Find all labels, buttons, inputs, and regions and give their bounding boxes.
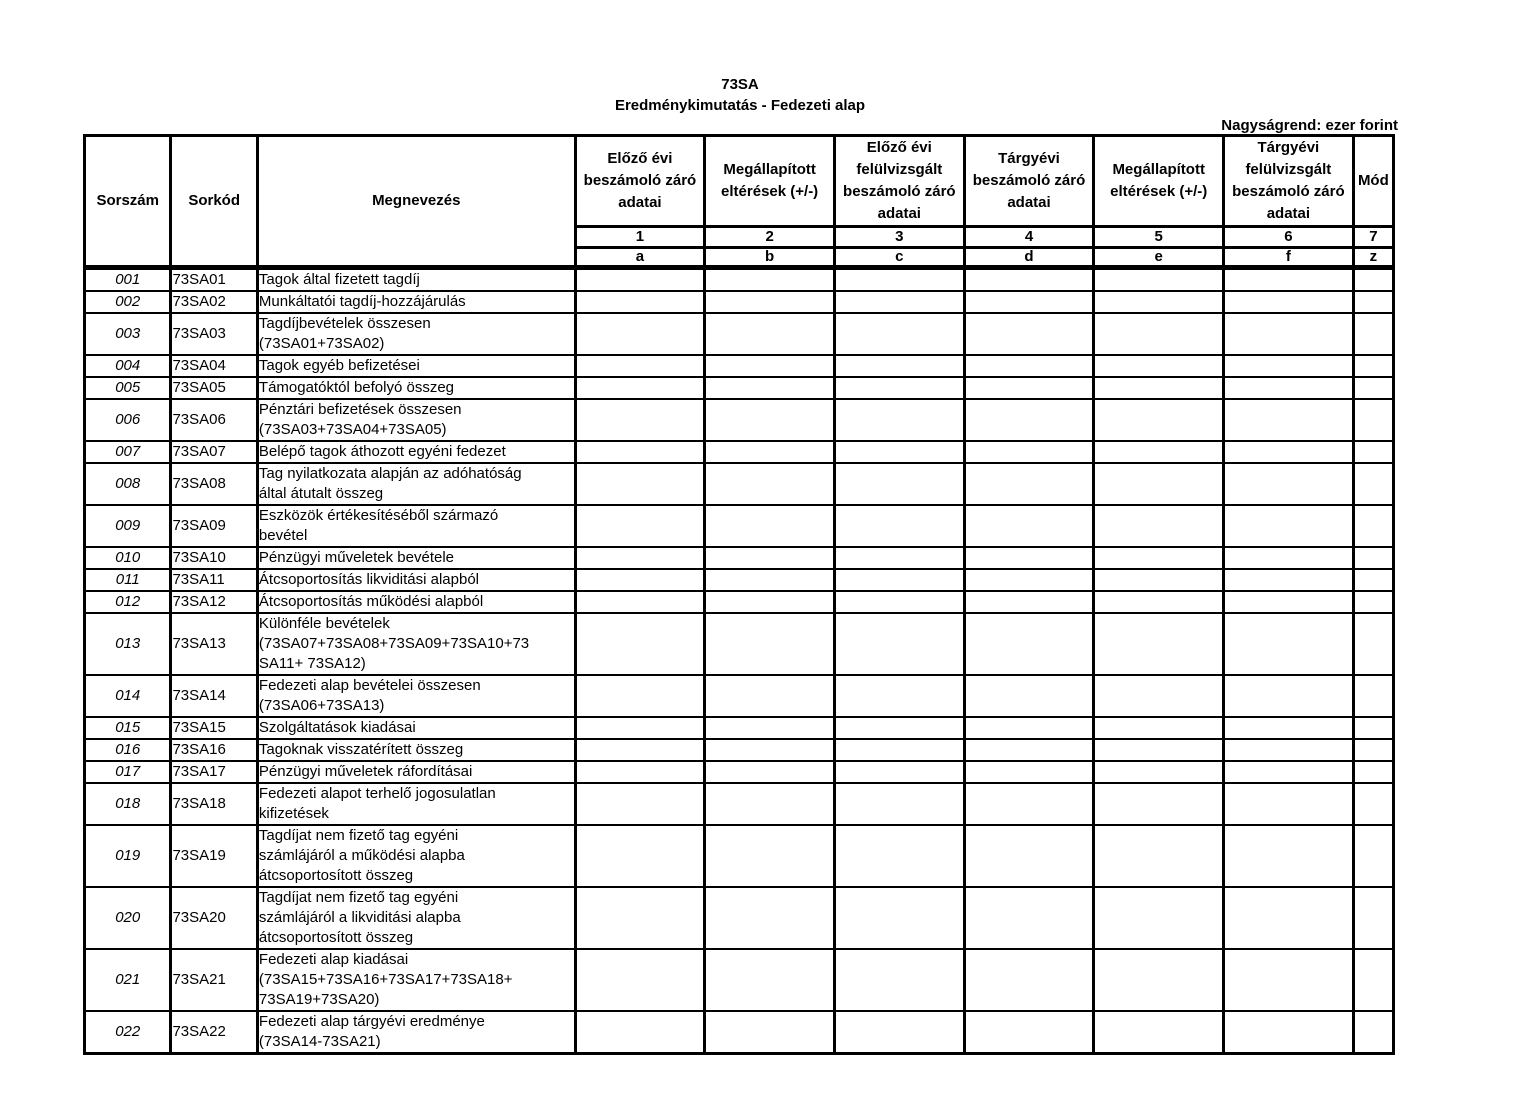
col-letter-b: b — [705, 248, 835, 268]
row-code: 73SA21 — [171, 949, 257, 1011]
value-cell-c[interactable] — [834, 569, 964, 591]
row-number: 005 — [85, 377, 171, 399]
row-number: 018 — [85, 783, 171, 825]
row-number: 003 — [85, 313, 171, 355]
row-code: 73SA14 — [171, 675, 257, 717]
value-cell-d[interactable] — [964, 441, 1094, 463]
value-cell-a[interactable] — [575, 675, 705, 717]
value-cell-d[interactable] — [964, 783, 1094, 825]
row-code: 73SA15 — [171, 717, 257, 739]
col-header-f: Tárgyévi felülvizsgált beszámoló záró adatai — [1224, 136, 1354, 227]
value-cell-f[interactable] — [1224, 887, 1354, 949]
table-row — [85, 591, 1394, 613]
value-cell-z[interactable] — [1353, 313, 1393, 355]
col-header-d: Tárgyévi beszámoló záró adatai — [964, 136, 1094, 227]
value-cell-b[interactable] — [705, 463, 835, 505]
value-cell-z[interactable] — [1353, 825, 1393, 887]
row-name: Tagdíjat nem fizető tag egyéni számlájáról a likviditási alapba átcsoportosított összeg — [257, 887, 575, 949]
value-cell-e[interactable] — [1094, 887, 1224, 949]
value-cell-z[interactable] — [1353, 441, 1393, 463]
value-cell-a[interactable] — [575, 463, 705, 505]
table-row — [85, 313, 1394, 355]
value-cell-b[interactable] — [705, 313, 835, 355]
table-row — [85, 613, 1394, 675]
row-name: Fedezeti alap bevételei összesen (73SA06+73SA13) — [257, 675, 575, 717]
value-cell-a[interactable] — [575, 887, 705, 949]
row-name: Átcsoportosítás működési alapból — [257, 591, 575, 613]
value-cell-b[interactable] — [705, 613, 835, 675]
value-cell-f[interactable] — [1224, 569, 1354, 591]
value-cell-b[interactable] — [705, 441, 835, 463]
value-cell-e[interactable] — [1094, 547, 1224, 569]
value-cell-f[interactable] — [1224, 377, 1354, 399]
value-cell-z[interactable] — [1353, 377, 1393, 399]
row-code: 73SA03 — [171, 313, 257, 355]
col-header-sorkod: Sorkód — [171, 136, 257, 268]
row-name: Fedezeti alapot terhelő jogosulatlan kifizetések — [257, 783, 575, 825]
value-cell-c[interactable] — [834, 377, 964, 399]
value-cell-e[interactable] — [1094, 783, 1224, 825]
value-cell-c[interactable] — [834, 613, 964, 675]
value-cell-c[interactable] — [834, 675, 964, 717]
value-cell-f[interactable] — [1224, 355, 1354, 377]
table-row — [85, 377, 1394, 399]
value-cell-f[interactable] — [1224, 783, 1354, 825]
row-number: 013 — [85, 613, 171, 675]
col-number-2: 2 — [705, 227, 835, 248]
col-letter-e: e — [1094, 248, 1224, 268]
col-number-6: 6 — [1224, 227, 1354, 248]
value-cell-a[interactable] — [575, 783, 705, 825]
row-name: Különféle bevételek (73SA07+73SA08+73SA09+73SA10+73 SA11+ 73SA12) — [257, 613, 575, 675]
row-name: Pénztári befizetések összesen (73SA03+73SA04+73SA05) — [257, 399, 575, 441]
table-row — [85, 949, 1394, 1011]
row-code: 73SA22 — [171, 1011, 257, 1054]
row-name: Tagoknak visszatérített összeg — [257, 739, 575, 761]
table-row — [85, 547, 1394, 569]
row-number: 002 — [85, 291, 171, 313]
value-cell-c[interactable] — [834, 268, 964, 292]
value-cell-a[interactable] — [575, 739, 705, 761]
table-row — [85, 717, 1394, 739]
value-cell-e[interactable] — [1094, 1011, 1224, 1054]
col-header-megnevezes: Megnevezés — [257, 136, 575, 268]
value-cell-a[interactable] — [575, 313, 705, 355]
row-code: 73SA05 — [171, 377, 257, 399]
value-cell-z[interactable] — [1353, 949, 1393, 1011]
row-code: 73SA18 — [171, 783, 257, 825]
value-cell-e[interactable] — [1094, 313, 1224, 355]
row-number: 017 — [85, 761, 171, 783]
col-header-mod: Mód — [1353, 136, 1393, 227]
value-cell-d[interactable] — [964, 268, 1094, 292]
col-letter-a: a — [575, 248, 705, 268]
value-cell-b[interactable] — [705, 355, 835, 377]
table-row — [85, 887, 1394, 949]
value-cell-a[interactable] — [575, 949, 705, 1011]
value-cell-b[interactable] — [705, 887, 835, 949]
row-name: Pénzügyi műveletek ráfordításai — [257, 761, 575, 783]
row-number: 022 — [85, 1011, 171, 1054]
value-cell-z[interactable] — [1353, 399, 1393, 441]
value-cell-e[interactable] — [1094, 377, 1224, 399]
value-cell-d[interactable] — [964, 887, 1094, 949]
value-cell-c[interactable] — [834, 505, 964, 547]
value-cell-f[interactable] — [1224, 547, 1354, 569]
row-code: 73SA11 — [171, 569, 257, 591]
value-cell-e[interactable] — [1094, 441, 1224, 463]
value-cell-b[interactable] — [705, 591, 835, 613]
col-header-a: Előző évi beszámoló záró adatai — [575, 136, 705, 227]
value-cell-b[interactable] — [705, 1011, 835, 1054]
table-row — [85, 441, 1394, 463]
row-code: 73SA16 — [171, 739, 257, 761]
value-cell-d[interactable] — [964, 591, 1094, 613]
value-cell-a[interactable] — [575, 569, 705, 591]
table-row — [85, 291, 1394, 313]
value-cell-b[interactable] — [705, 569, 835, 591]
value-cell-z[interactable] — [1353, 1011, 1393, 1054]
value-cell-a[interactable] — [575, 547, 705, 569]
value-cell-f[interactable] — [1224, 739, 1354, 761]
row-number: 012 — [85, 591, 171, 613]
value-cell-b[interactable] — [705, 505, 835, 547]
value-cell-e[interactable] — [1094, 761, 1224, 783]
value-cell-c[interactable] — [834, 717, 964, 739]
value-cell-d[interactable] — [964, 355, 1094, 377]
table-row — [85, 761, 1394, 783]
row-name: Fedezeti alap kiadásai (73SA15+73SA16+73SA17+73SA18+ 73SA19+73SA20) — [257, 949, 575, 1011]
value-cell-c[interactable] — [834, 591, 964, 613]
row-number: 006 — [85, 399, 171, 441]
row-code: 73SA02 — [171, 291, 257, 313]
row-name: Tagok által fizetett tagdíj — [257, 268, 575, 292]
col-number-1: 1 — [575, 227, 705, 248]
table-row — [85, 505, 1394, 547]
table-row — [85, 268, 1394, 292]
row-name: Fedezeti alap tárgyévi eredménye (73SA14-73SA21) — [257, 1011, 575, 1054]
value-cell-c[interactable] — [834, 739, 964, 761]
row-name: Eszközök értékesítéséből származó bevétel — [257, 505, 575, 547]
row-name: Tagdíjat nem fizető tag egyéni számlájáról a működési alapba átcsoportosított összeg — [257, 825, 575, 887]
value-cell-a[interactable] — [575, 761, 705, 783]
row-code: 73SA20 — [171, 887, 257, 949]
value-cell-d[interactable] — [964, 291, 1094, 313]
value-cell-e[interactable] — [1094, 399, 1224, 441]
col-letter-f: f — [1224, 248, 1354, 268]
value-cell-a[interactable] — [575, 441, 705, 463]
col-number-3: 3 — [834, 227, 964, 248]
table-body — [85, 268, 1394, 1054]
value-cell-z[interactable] — [1353, 463, 1393, 505]
value-cell-d[interactable] — [964, 717, 1094, 739]
row-name: Tagdíjbevételek összesen (73SA01+73SA02) — [257, 313, 575, 355]
row-code: 73SA12 — [171, 591, 257, 613]
value-cell-e[interactable] — [1094, 717, 1224, 739]
value-cell-f[interactable] — [1224, 825, 1354, 887]
col-header-e: Megállapított eltérések (+/-) — [1094, 136, 1224, 227]
value-cell-e[interactable] — [1094, 825, 1224, 887]
value-cell-f[interactable] — [1224, 613, 1354, 675]
value-cell-z[interactable] — [1353, 717, 1393, 739]
value-cell-e[interactable] — [1094, 505, 1224, 547]
value-cell-f[interactable] — [1224, 1011, 1354, 1054]
form-title: Eredménykimutatás - Fedezeti alap — [614, 97, 866, 114]
table-row — [85, 783, 1394, 825]
row-number: 001 — [85, 268, 171, 292]
value-cell-e[interactable] — [1094, 591, 1224, 613]
table-row — [85, 355, 1394, 377]
row-code: 73SA01 — [171, 268, 257, 292]
value-cell-f[interactable] — [1224, 313, 1354, 355]
value-cell-c[interactable] — [834, 313, 964, 355]
value-cell-z[interactable] — [1353, 291, 1393, 313]
row-name: Átcsoportosítás likviditási alapból — [257, 569, 575, 591]
row-number: 007 — [85, 441, 171, 463]
value-cell-c[interactable] — [834, 547, 964, 569]
row-number: 011 — [85, 569, 171, 591]
value-cell-d[interactable] — [964, 949, 1094, 1011]
row-number: 019 — [85, 825, 171, 887]
row-name: Belépő tagok áthozott egyéni fedezet — [257, 441, 575, 463]
row-code: 73SA09 — [171, 505, 257, 547]
row-code: 73SA10 — [171, 547, 257, 569]
row-number: 015 — [85, 717, 171, 739]
value-cell-z[interactable] — [1353, 739, 1393, 761]
value-cell-e[interactable] — [1094, 569, 1224, 591]
value-cell-f[interactable] — [1224, 717, 1354, 739]
value-cell-c[interactable] — [834, 1011, 964, 1054]
value-cell-d[interactable] — [964, 1011, 1094, 1054]
value-cell-b[interactable] — [705, 739, 835, 761]
value-cell-f[interactable] — [1224, 675, 1354, 717]
value-cell-a[interactable] — [575, 268, 705, 292]
value-cell-c[interactable] — [834, 441, 964, 463]
row-name: Munkáltatói tagdíj-hozzájárulás — [257, 291, 575, 313]
value-cell-c[interactable] — [834, 949, 964, 1011]
value-cell-e[interactable] — [1094, 739, 1224, 761]
value-cell-f[interactable] — [1224, 291, 1354, 313]
value-cell-d[interactable] — [964, 377, 1094, 399]
value-cell-f[interactable] — [1224, 399, 1354, 441]
value-cell-e[interactable] — [1094, 355, 1224, 377]
value-cell-z[interactable] — [1353, 783, 1393, 825]
row-code: 73SA19 — [171, 825, 257, 887]
value-cell-b[interactable] — [705, 377, 835, 399]
row-name: Pénzügyi műveletek bevétele — [257, 547, 575, 569]
row-number: 008 — [85, 463, 171, 505]
value-cell-d[interactable] — [964, 547, 1094, 569]
value-cell-f[interactable] — [1224, 505, 1354, 547]
value-cell-d[interactable] — [964, 739, 1094, 761]
value-cell-a[interactable] — [575, 717, 705, 739]
value-cell-c[interactable] — [834, 355, 964, 377]
value-cell-z[interactable] — [1353, 505, 1393, 547]
value-cell-z[interactable] — [1353, 675, 1393, 717]
row-number: 016 — [85, 739, 171, 761]
value-cell-b[interactable] — [705, 825, 835, 887]
value-cell-b[interactable] — [705, 949, 835, 1011]
row-code: 73SA13 — [171, 613, 257, 675]
row-code: 73SA17 — [171, 761, 257, 783]
col-number-4: 4 — [964, 227, 1094, 248]
value-cell-z[interactable] — [1353, 613, 1393, 675]
value-cell-a[interactable] — [575, 377, 705, 399]
col-letter-d: d — [964, 248, 1094, 268]
value-cell-z[interactable] — [1353, 268, 1393, 292]
table-row — [85, 739, 1394, 761]
table-row — [85, 1011, 1394, 1054]
value-cell-a[interactable] — [575, 825, 705, 887]
value-cell-d[interactable] — [964, 761, 1094, 783]
row-code: 73SA07 — [171, 441, 257, 463]
value-cell-f[interactable] — [1224, 463, 1354, 505]
row-number: 004 — [85, 355, 171, 377]
value-cell-a[interactable] — [575, 505, 705, 547]
value-cell-z[interactable] — [1353, 547, 1393, 569]
value-cell-e[interactable] — [1094, 613, 1224, 675]
table-row — [85, 399, 1394, 441]
value-cell-c[interactable] — [834, 399, 964, 441]
value-cell-d[interactable] — [964, 313, 1094, 355]
row-code: 73SA06 — [171, 399, 257, 441]
value-cell-z[interactable] — [1353, 355, 1393, 377]
value-cell-f[interactable] — [1224, 268, 1354, 292]
unit-label: Nagyságrend: ezer forint — [1221, 117, 1398, 134]
value-cell-d[interactable] — [964, 613, 1094, 675]
value-cell-f[interactable] — [1224, 761, 1354, 783]
value-cell-c[interactable] — [834, 463, 964, 505]
value-cell-e[interactable] — [1094, 949, 1224, 1011]
value-cell-b[interactable] — [705, 547, 835, 569]
value-cell-z[interactable] — [1353, 591, 1393, 613]
row-number: 020 — [85, 887, 171, 949]
income-statement-table — [83, 134, 1395, 1055]
col-header-sorszam: Sorszám — [85, 136, 171, 268]
row-code: 73SA08 — [171, 463, 257, 505]
col-header-b: Megállapított eltérések (+/-) — [705, 136, 835, 227]
col-letter-z: z — [1353, 248, 1393, 268]
value-cell-d[interactable] — [964, 505, 1094, 547]
table-row — [85, 825, 1394, 887]
value-cell-d[interactable] — [964, 569, 1094, 591]
value-cell-e[interactable] — [1094, 268, 1224, 292]
row-number: 009 — [85, 505, 171, 547]
row-name: Támogatóktól befolyó összeg — [257, 377, 575, 399]
table-row — [85, 463, 1394, 505]
value-cell-f[interactable] — [1224, 591, 1354, 613]
row-number: 014 — [85, 675, 171, 717]
table-row — [85, 675, 1394, 717]
row-name: Szolgáltatások kiadásai — [257, 717, 575, 739]
col-letter-c: c — [834, 248, 964, 268]
value-cell-a[interactable] — [575, 399, 705, 441]
value-cell-b[interactable] — [705, 399, 835, 441]
value-cell-z[interactable] — [1353, 761, 1393, 783]
value-cell-b[interactable] — [705, 675, 835, 717]
value-cell-d[interactable] — [964, 463, 1094, 505]
col-header-c: Előző évi felülvizsgált beszámoló záró adatai — [834, 136, 964, 227]
table-row — [85, 569, 1394, 591]
value-cell-f[interactable] — [1224, 441, 1354, 463]
value-cell-f[interactable] — [1224, 949, 1354, 1011]
row-number: 010 — [85, 547, 171, 569]
value-cell-b[interactable] — [705, 291, 835, 313]
row-code: 73SA04 — [171, 355, 257, 377]
value-cell-z[interactable] — [1353, 887, 1393, 949]
value-cell-a[interactable] — [575, 1011, 705, 1054]
value-cell-e[interactable] — [1094, 675, 1224, 717]
row-name: Tag nyilatkozata alapján az adóhatóság által átutalt összeg — [257, 463, 575, 505]
value-cell-b[interactable] — [705, 761, 835, 783]
form-code: 73SA — [721, 76, 759, 93]
row-number: 021 — [85, 949, 171, 1011]
value-cell-a[interactable] — [575, 355, 705, 377]
value-cell-a[interactable] — [575, 591, 705, 613]
value-cell-b[interactable] — [705, 268, 835, 292]
col-number-7: 7 — [1353, 227, 1393, 248]
value-cell-b[interactable] — [705, 717, 835, 739]
row-name: Tagok egyéb befizetései — [257, 355, 575, 377]
value-cell-e[interactable] — [1094, 463, 1224, 505]
value-cell-z[interactable] — [1353, 569, 1393, 591]
value-cell-c[interactable] — [834, 825, 964, 887]
value-cell-a[interactable] — [575, 291, 705, 313]
value-cell-d[interactable] — [964, 825, 1094, 887]
value-cell-c[interactable] — [834, 783, 964, 825]
value-cell-b[interactable] — [705, 783, 835, 825]
col-number-5: 5 — [1094, 227, 1224, 248]
value-cell-d[interactable] — [964, 399, 1094, 441]
value-cell-c[interactable] — [834, 761, 964, 783]
value-cell-e[interactable] — [1094, 291, 1224, 313]
value-cell-c[interactable] — [834, 291, 964, 313]
value-cell-c[interactable] — [834, 887, 964, 949]
value-cell-d[interactable] — [964, 675, 1094, 717]
value-cell-a[interactable] — [575, 613, 705, 675]
